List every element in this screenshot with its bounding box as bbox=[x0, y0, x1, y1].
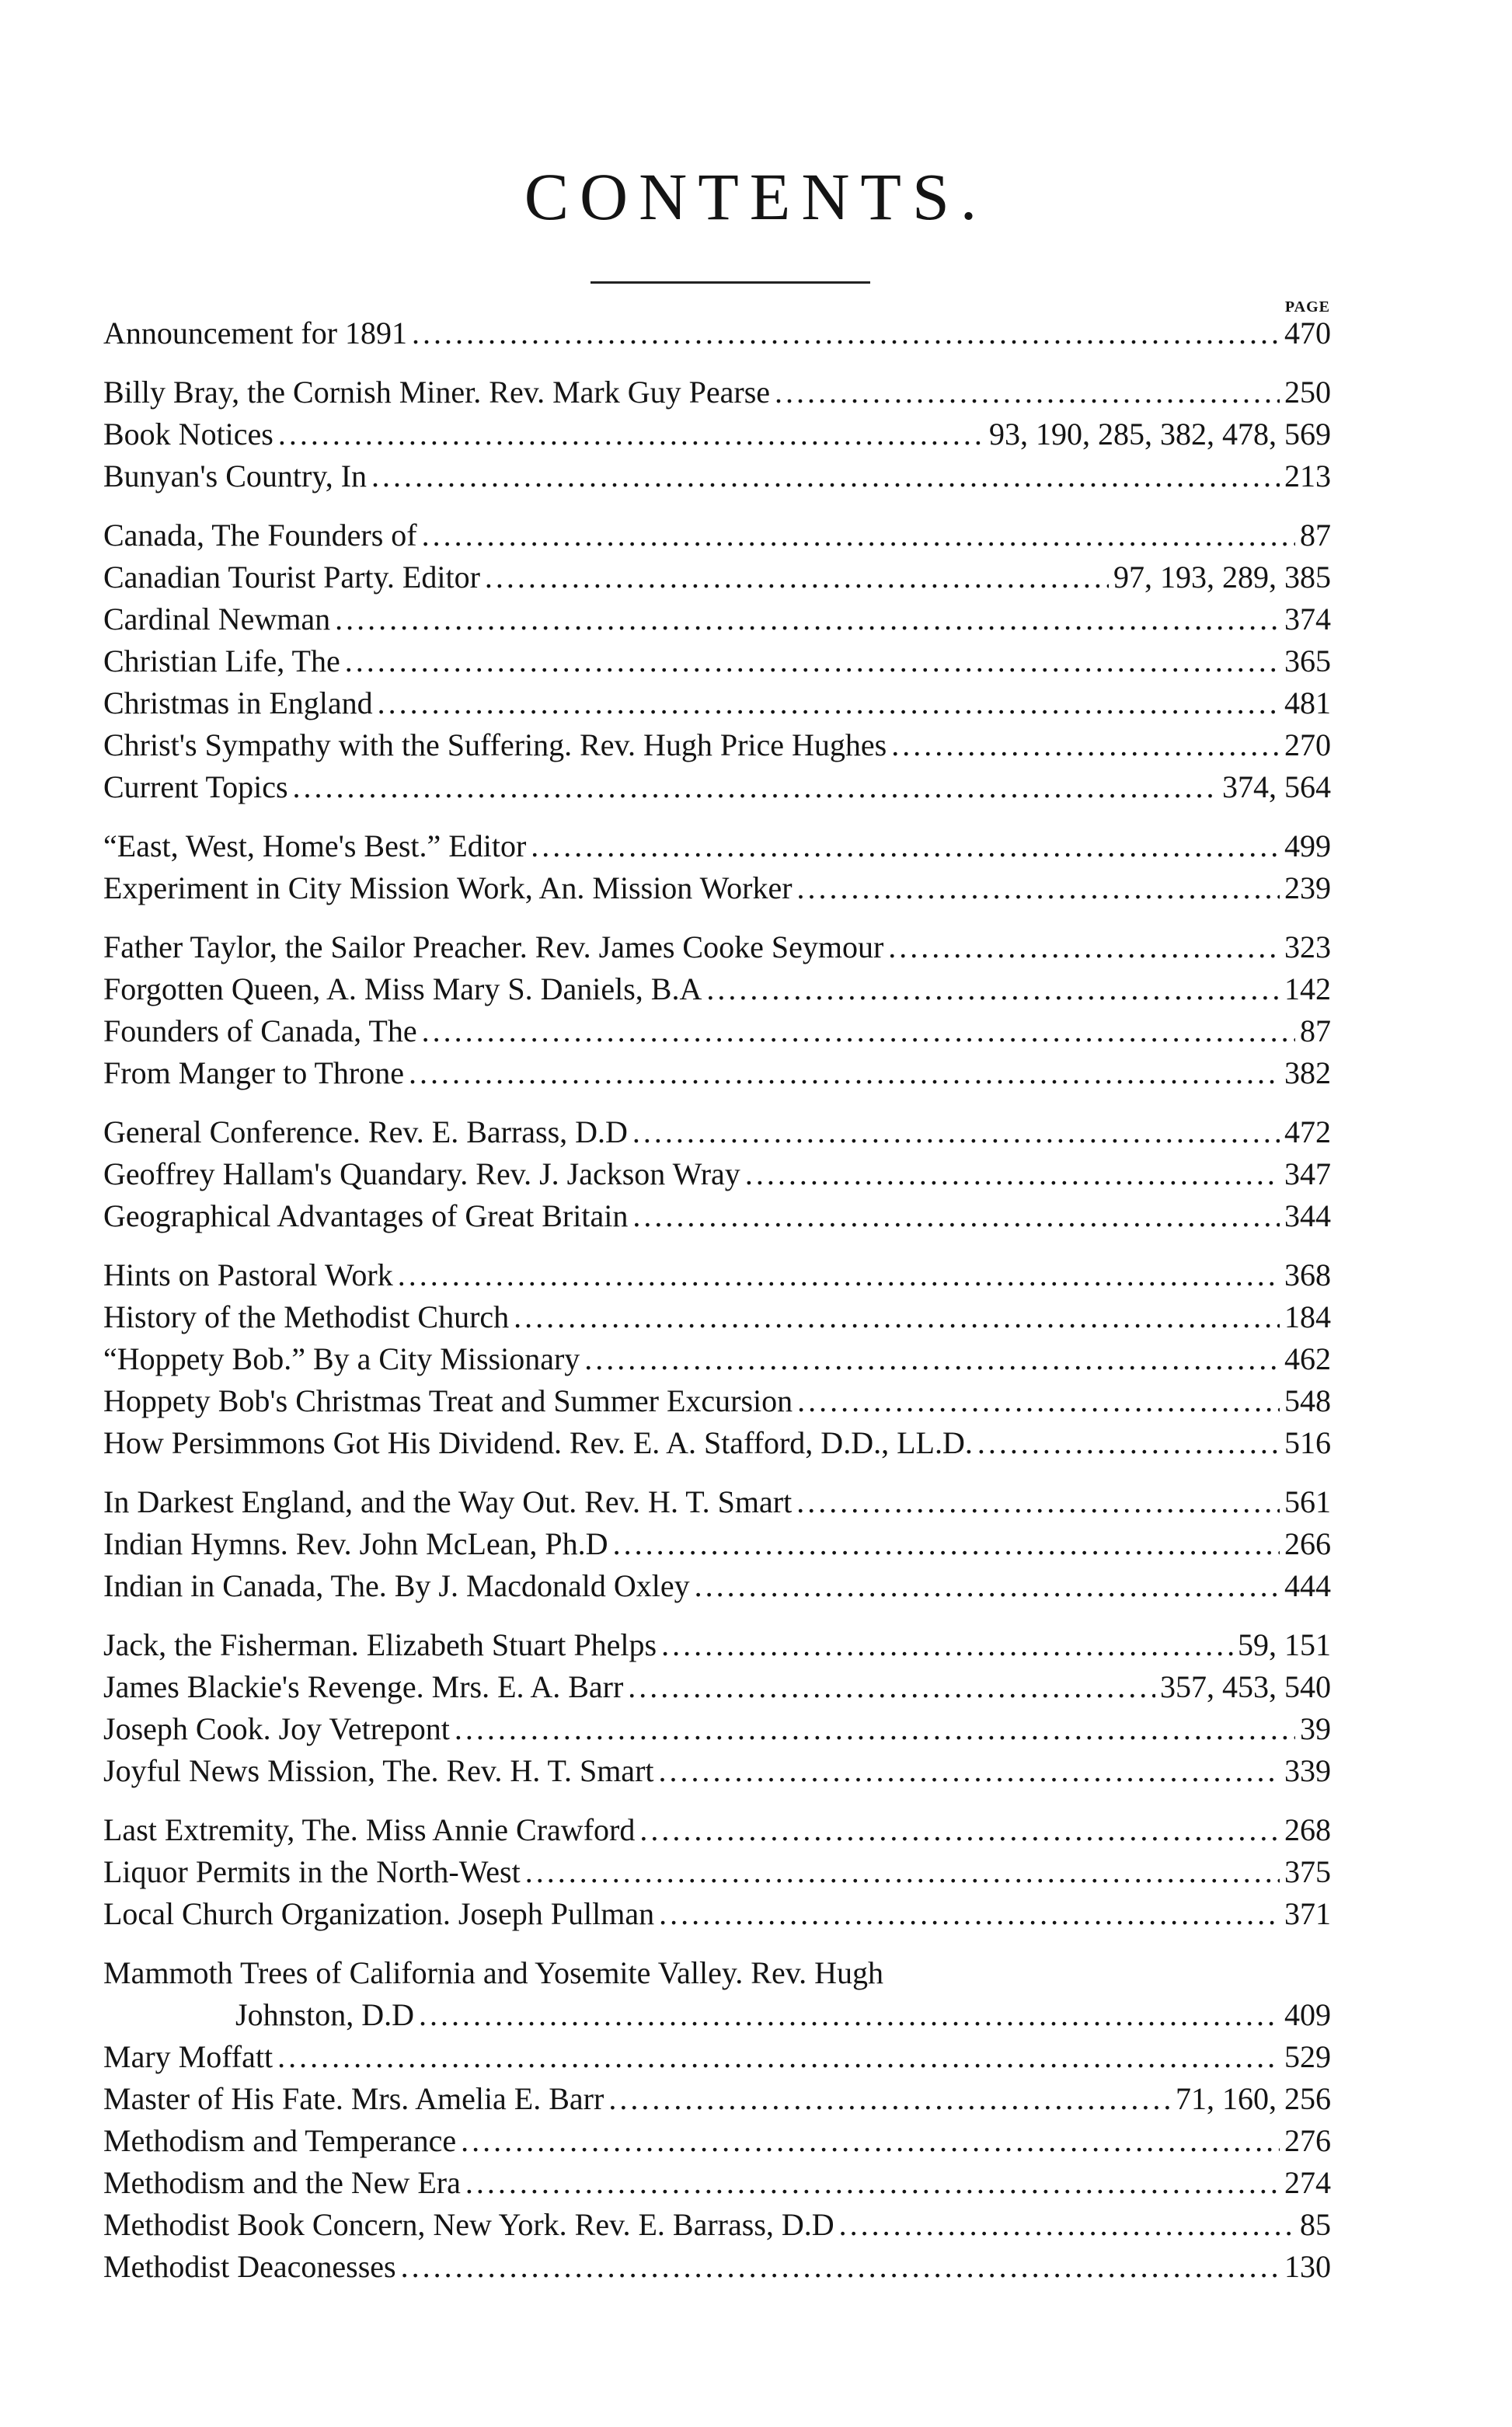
entry-pages: 382 bbox=[1284, 1055, 1331, 1090]
dot-leader bbox=[278, 413, 984, 455]
entry-title: Hoppety Bob's Christmas Treat and Summer Excursion bbox=[103, 1383, 793, 1418]
entry-title: Methodism and the New Era bbox=[103, 2165, 461, 2200]
contents-entry bbox=[103, 2162, 1331, 2204]
dot-leader bbox=[345, 640, 1280, 682]
dot-leader bbox=[514, 1296, 1280, 1338]
contents-entry bbox=[103, 1111, 1331, 1153]
contents-entry bbox=[103, 1254, 1331, 1296]
dot-leader bbox=[695, 1565, 1280, 1607]
contents-entry bbox=[103, 556, 1331, 598]
entry-pages: 470 bbox=[1284, 316, 1331, 350]
contents-entry bbox=[103, 867, 1331, 909]
entry-title: “East, West, Home's Best.” Editor bbox=[103, 828, 527, 863]
contents-entry bbox=[103, 312, 1331, 354]
entry-pages: 344 bbox=[1284, 1198, 1331, 1233]
entry-title: Book Notices bbox=[103, 417, 273, 452]
dot-leader bbox=[455, 1708, 1295, 1750]
entry-pages: 409 bbox=[1284, 1997, 1331, 2032]
dot-leader bbox=[584, 1338, 1280, 1380]
entry-pages: 472 bbox=[1284, 1114, 1331, 1149]
contents-entry bbox=[103, 1750, 1331, 1792]
contents-entry bbox=[103, 1851, 1331, 1893]
contents-entry bbox=[103, 598, 1331, 640]
entry-title: Indian in Canada, The. By J. Macdonald Oxley bbox=[103, 1568, 690, 1603]
dot-leader bbox=[775, 371, 1280, 413]
entry-pages: 499 bbox=[1284, 828, 1331, 863]
entry-pages: 368 bbox=[1284, 1257, 1331, 1292]
contents-entry bbox=[103, 1809, 1331, 1851]
dot-leader bbox=[659, 1893, 1280, 1935]
contents-entry bbox=[103, 1380, 1331, 1422]
entry-pages: 184 bbox=[1284, 1299, 1331, 1334]
entry-pages: 39 bbox=[1300, 1711, 1331, 1746]
entry-title: Christian Life, The bbox=[103, 643, 340, 678]
entry-title: Geoffrey Hallam's Quandary. Rev. J. Jackson Wray bbox=[103, 1156, 740, 1191]
dot-leader bbox=[639, 1809, 1280, 1851]
contents-entry bbox=[103, 1052, 1331, 1094]
contents-entry bbox=[103, 766, 1331, 808]
entry-pages: 97, 193, 289, 385 bbox=[1113, 560, 1331, 595]
entry-pages: 239 bbox=[1284, 870, 1331, 905]
page-column-label: PAGE bbox=[1284, 298, 1330, 316]
entry-pages: 516 bbox=[1284, 1425, 1331, 1460]
entry-pages: 87 bbox=[1300, 518, 1331, 553]
entry-title: Current Topics bbox=[103, 769, 288, 804]
dot-leader bbox=[632, 1111, 1280, 1153]
entry-group bbox=[103, 1624, 1331, 1792]
entry-pages: 339 bbox=[1284, 1753, 1331, 1788]
contents-entry bbox=[103, 2078, 1331, 2120]
entry-pages: 130 bbox=[1284, 2249, 1331, 2284]
contents-entry bbox=[103, 1708, 1331, 1750]
entry-title: In Darkest England, and the Way Out. Rev. H. T. Smart bbox=[103, 1484, 793, 1519]
dot-leader bbox=[613, 1523, 1280, 1565]
entry-group bbox=[103, 514, 1331, 808]
contents-entry bbox=[103, 1195, 1331, 1237]
entry-title: Christmas in England bbox=[103, 685, 373, 720]
entry-group bbox=[103, 312, 1331, 354]
entry-pages: 371 bbox=[1284, 1896, 1331, 1931]
entry-title: History of the Methodist Church bbox=[103, 1299, 510, 1334]
dot-leader bbox=[401, 2246, 1280, 2288]
page-title: CONTENTS. bbox=[524, 159, 988, 234]
entry-title: “Hoppety Bob.” By a City Missionary bbox=[103, 1341, 580, 1376]
dot-leader bbox=[485, 556, 1109, 598]
contents-entry bbox=[103, 1666, 1331, 1708]
dot-leader bbox=[608, 2078, 1171, 2120]
contents-entry bbox=[103, 2036, 1331, 2078]
entry-title: General Conference. Rev. E. Barrass, D.D bbox=[103, 1114, 628, 1149]
entry-group bbox=[103, 1111, 1331, 1237]
dot-leader bbox=[419, 1994, 1280, 2036]
entry-title: Hints on Pastoral Work bbox=[103, 1257, 393, 1292]
entry-group bbox=[103, 1952, 1331, 2288]
entry-title: Methodist Book Concern, New York. Rev. E. Barrass, D.D bbox=[103, 2207, 834, 2242]
contents-entry bbox=[103, 1893, 1331, 1935]
entry-title: Liquor Permits in the North-West bbox=[103, 1854, 521, 1889]
entry-title: Geographical Advantages of Great Britain bbox=[103, 1198, 629, 1233]
entry-title: Experiment in City Mission Work, An. Mission Worker bbox=[103, 870, 793, 905]
entry-pages: 529 bbox=[1284, 2039, 1331, 2074]
entry-title: Founders of Canada, The bbox=[103, 1013, 417, 1048]
contents-entry bbox=[103, 640, 1331, 682]
entry-pages: 93, 190, 285, 382, 478, 569 bbox=[989, 417, 1331, 452]
entry-title: James Blackie's Revenge. Mrs. E. A. Barr bbox=[103, 1669, 624, 1704]
entry-title-continuation: Johnston, D.D bbox=[235, 1997, 415, 2032]
entry-title: Joseph Cook. Joy Vetrepont bbox=[103, 1711, 450, 1746]
entry-title: Joyful News Mission, The. Rev. H. T. Smart bbox=[103, 1753, 654, 1788]
dot-leader bbox=[796, 1481, 1280, 1523]
entry-pages: 270 bbox=[1284, 727, 1331, 762]
dot-leader bbox=[409, 1052, 1280, 1094]
contents-entry bbox=[103, 1153, 1331, 1195]
entry-title: Master of His Fate. Mrs. Amelia E. Barr bbox=[103, 2081, 604, 2116]
dot-leader bbox=[293, 766, 1218, 808]
entry-pages: 323 bbox=[1284, 929, 1331, 964]
contents-entry bbox=[103, 2246, 1331, 2288]
dot-leader bbox=[839, 2204, 1295, 2246]
contents-entry bbox=[103, 1994, 1331, 2036]
contents-entry bbox=[103, 1296, 1331, 1338]
contents-entry bbox=[103, 1010, 1331, 1052]
dot-leader bbox=[335, 598, 1280, 640]
dot-leader bbox=[977, 1422, 1280, 1464]
dot-leader bbox=[706, 968, 1280, 1010]
entry-pages: 444 bbox=[1284, 1568, 1331, 1603]
entry-title: Canadian Tourist Party. Editor bbox=[103, 560, 480, 595]
contents-entry bbox=[103, 682, 1331, 724]
contents-entry bbox=[103, 825, 1331, 867]
dot-leader bbox=[371, 455, 1280, 497]
entry-pages: 276 bbox=[1284, 2123, 1331, 2158]
contents-entry bbox=[103, 1422, 1331, 1464]
entry-pages: 548 bbox=[1284, 1383, 1331, 1418]
entry-pages: 87 bbox=[1300, 1013, 1331, 1048]
dot-leader bbox=[378, 682, 1280, 724]
dot-leader bbox=[659, 1750, 1280, 1792]
dot-leader bbox=[465, 2162, 1280, 2204]
contents-entry bbox=[103, 1565, 1331, 1607]
entry-title: Cardinal Newman bbox=[103, 602, 331, 636]
entry-group bbox=[103, 1481, 1331, 1607]
entry-pages: 268 bbox=[1284, 1812, 1331, 1847]
entry-pages: 142 bbox=[1284, 971, 1331, 1006]
entry-title: Father Taylor, the Sailor Preacher. Rev. James Cooke Seymour bbox=[103, 929, 884, 964]
contents-entry bbox=[103, 455, 1331, 497]
entry-title: How Persimmons Got His Dividend. Rev. E. A. Stafford, D.D., LL.D. bbox=[103, 1425, 973, 1460]
dot-leader bbox=[277, 2036, 1280, 2078]
entry-title: Forgotten Queen, A. Miss Mary S. Daniels, B.A bbox=[103, 971, 702, 1006]
dot-leader bbox=[745, 1153, 1280, 1195]
dot-leader bbox=[632, 1195, 1280, 1237]
entry-pages: 561 bbox=[1284, 1484, 1331, 1519]
entry-title: Canada, The Founders of bbox=[103, 518, 417, 553]
entry-title: Announcement for 1891 bbox=[103, 316, 408, 350]
entry-title: Billy Bray, the Cornish Miner. Rev. Mark Guy Pearse bbox=[103, 375, 771, 410]
dot-leader bbox=[797, 867, 1280, 909]
contents-entry bbox=[103, 1338, 1331, 1380]
dot-leader bbox=[422, 1010, 1295, 1052]
entry-group bbox=[103, 926, 1331, 1094]
entry-title: Local Church Organization. Joseph Pullman bbox=[103, 1896, 655, 1931]
dot-leader bbox=[797, 1380, 1280, 1422]
entry-pages: 375 bbox=[1284, 1854, 1331, 1889]
dot-leader bbox=[525, 1851, 1280, 1893]
entry-pages: 462 bbox=[1284, 1341, 1331, 1376]
entry-title: Methodist Deaconesses bbox=[103, 2249, 396, 2284]
entry-title: Last Extremity, The. Miss Annie Crawford bbox=[103, 1812, 636, 1847]
dot-leader bbox=[661, 1624, 1233, 1666]
title-rule bbox=[591, 281, 870, 284]
entry-title: From Manger to Throne bbox=[103, 1055, 404, 1090]
entry-title: Mary Moffatt bbox=[103, 2039, 273, 2074]
contents-entry bbox=[103, 724, 1331, 766]
entry-title: Jack, the Fisherman. Elizabeth Stuart Phelps bbox=[103, 1627, 657, 1662]
dot-leader bbox=[422, 514, 1295, 556]
dot-leader bbox=[888, 926, 1280, 968]
entry-pages: 357, 453, 540 bbox=[1160, 1669, 1331, 1704]
entry-pages: 213 bbox=[1284, 459, 1331, 493]
entry-pages: 365 bbox=[1284, 643, 1331, 678]
entry-pages: 266 bbox=[1284, 1526, 1331, 1561]
entry-pages: 59, 151 bbox=[1238, 1627, 1331, 1662]
entry-group bbox=[103, 371, 1331, 497]
entry-pages: 71, 160, 256 bbox=[1176, 2081, 1331, 2116]
entry-pages: 85 bbox=[1300, 2207, 1331, 2242]
contents-entry bbox=[103, 926, 1331, 968]
contents-list bbox=[103, 312, 1331, 2305]
dot-leader bbox=[461, 2120, 1280, 2162]
entry-title: Christ's Sympathy with the Suffering. Rev. Hugh Price Hughes bbox=[103, 727, 887, 762]
entry-title: Mammoth Trees of California and Yosemite Valley. Rev. Hugh bbox=[103, 1955, 884, 1990]
contents-entry bbox=[103, 2120, 1331, 2162]
dot-leader bbox=[891, 724, 1280, 766]
contents-entry bbox=[103, 2204, 1331, 2246]
contents-entry bbox=[103, 1481, 1331, 1523]
entry-pages: 347 bbox=[1284, 1156, 1331, 1191]
entry-title: Indian Hymns. Rev. John McLean, Ph.D bbox=[103, 1526, 608, 1561]
dot-leader bbox=[531, 825, 1280, 867]
contents-entry bbox=[103, 371, 1331, 413]
entry-group bbox=[103, 1809, 1331, 1935]
entry-title: Bunyan's Country, In bbox=[103, 459, 368, 493]
contents-entry bbox=[103, 1523, 1331, 1565]
entry-pages: 274 bbox=[1284, 2165, 1331, 2200]
contents-entry bbox=[103, 514, 1331, 556]
entry-group bbox=[103, 825, 1331, 909]
dot-leader bbox=[398, 1254, 1280, 1296]
entry-group bbox=[103, 1254, 1331, 1464]
contents-entry bbox=[103, 968, 1331, 1010]
entry-pages: 374, 564 bbox=[1222, 769, 1331, 804]
contents-entry bbox=[103, 413, 1331, 455]
contents-entry bbox=[103, 1624, 1331, 1666]
dot-leader bbox=[412, 312, 1280, 354]
entry-title: Methodism and Temperance bbox=[103, 2123, 457, 2158]
entry-pages: 481 bbox=[1284, 685, 1331, 720]
entry-pages: 374 bbox=[1284, 602, 1331, 636]
dot-leader bbox=[628, 1666, 1155, 1708]
entry-pages: 250 bbox=[1284, 375, 1331, 410]
